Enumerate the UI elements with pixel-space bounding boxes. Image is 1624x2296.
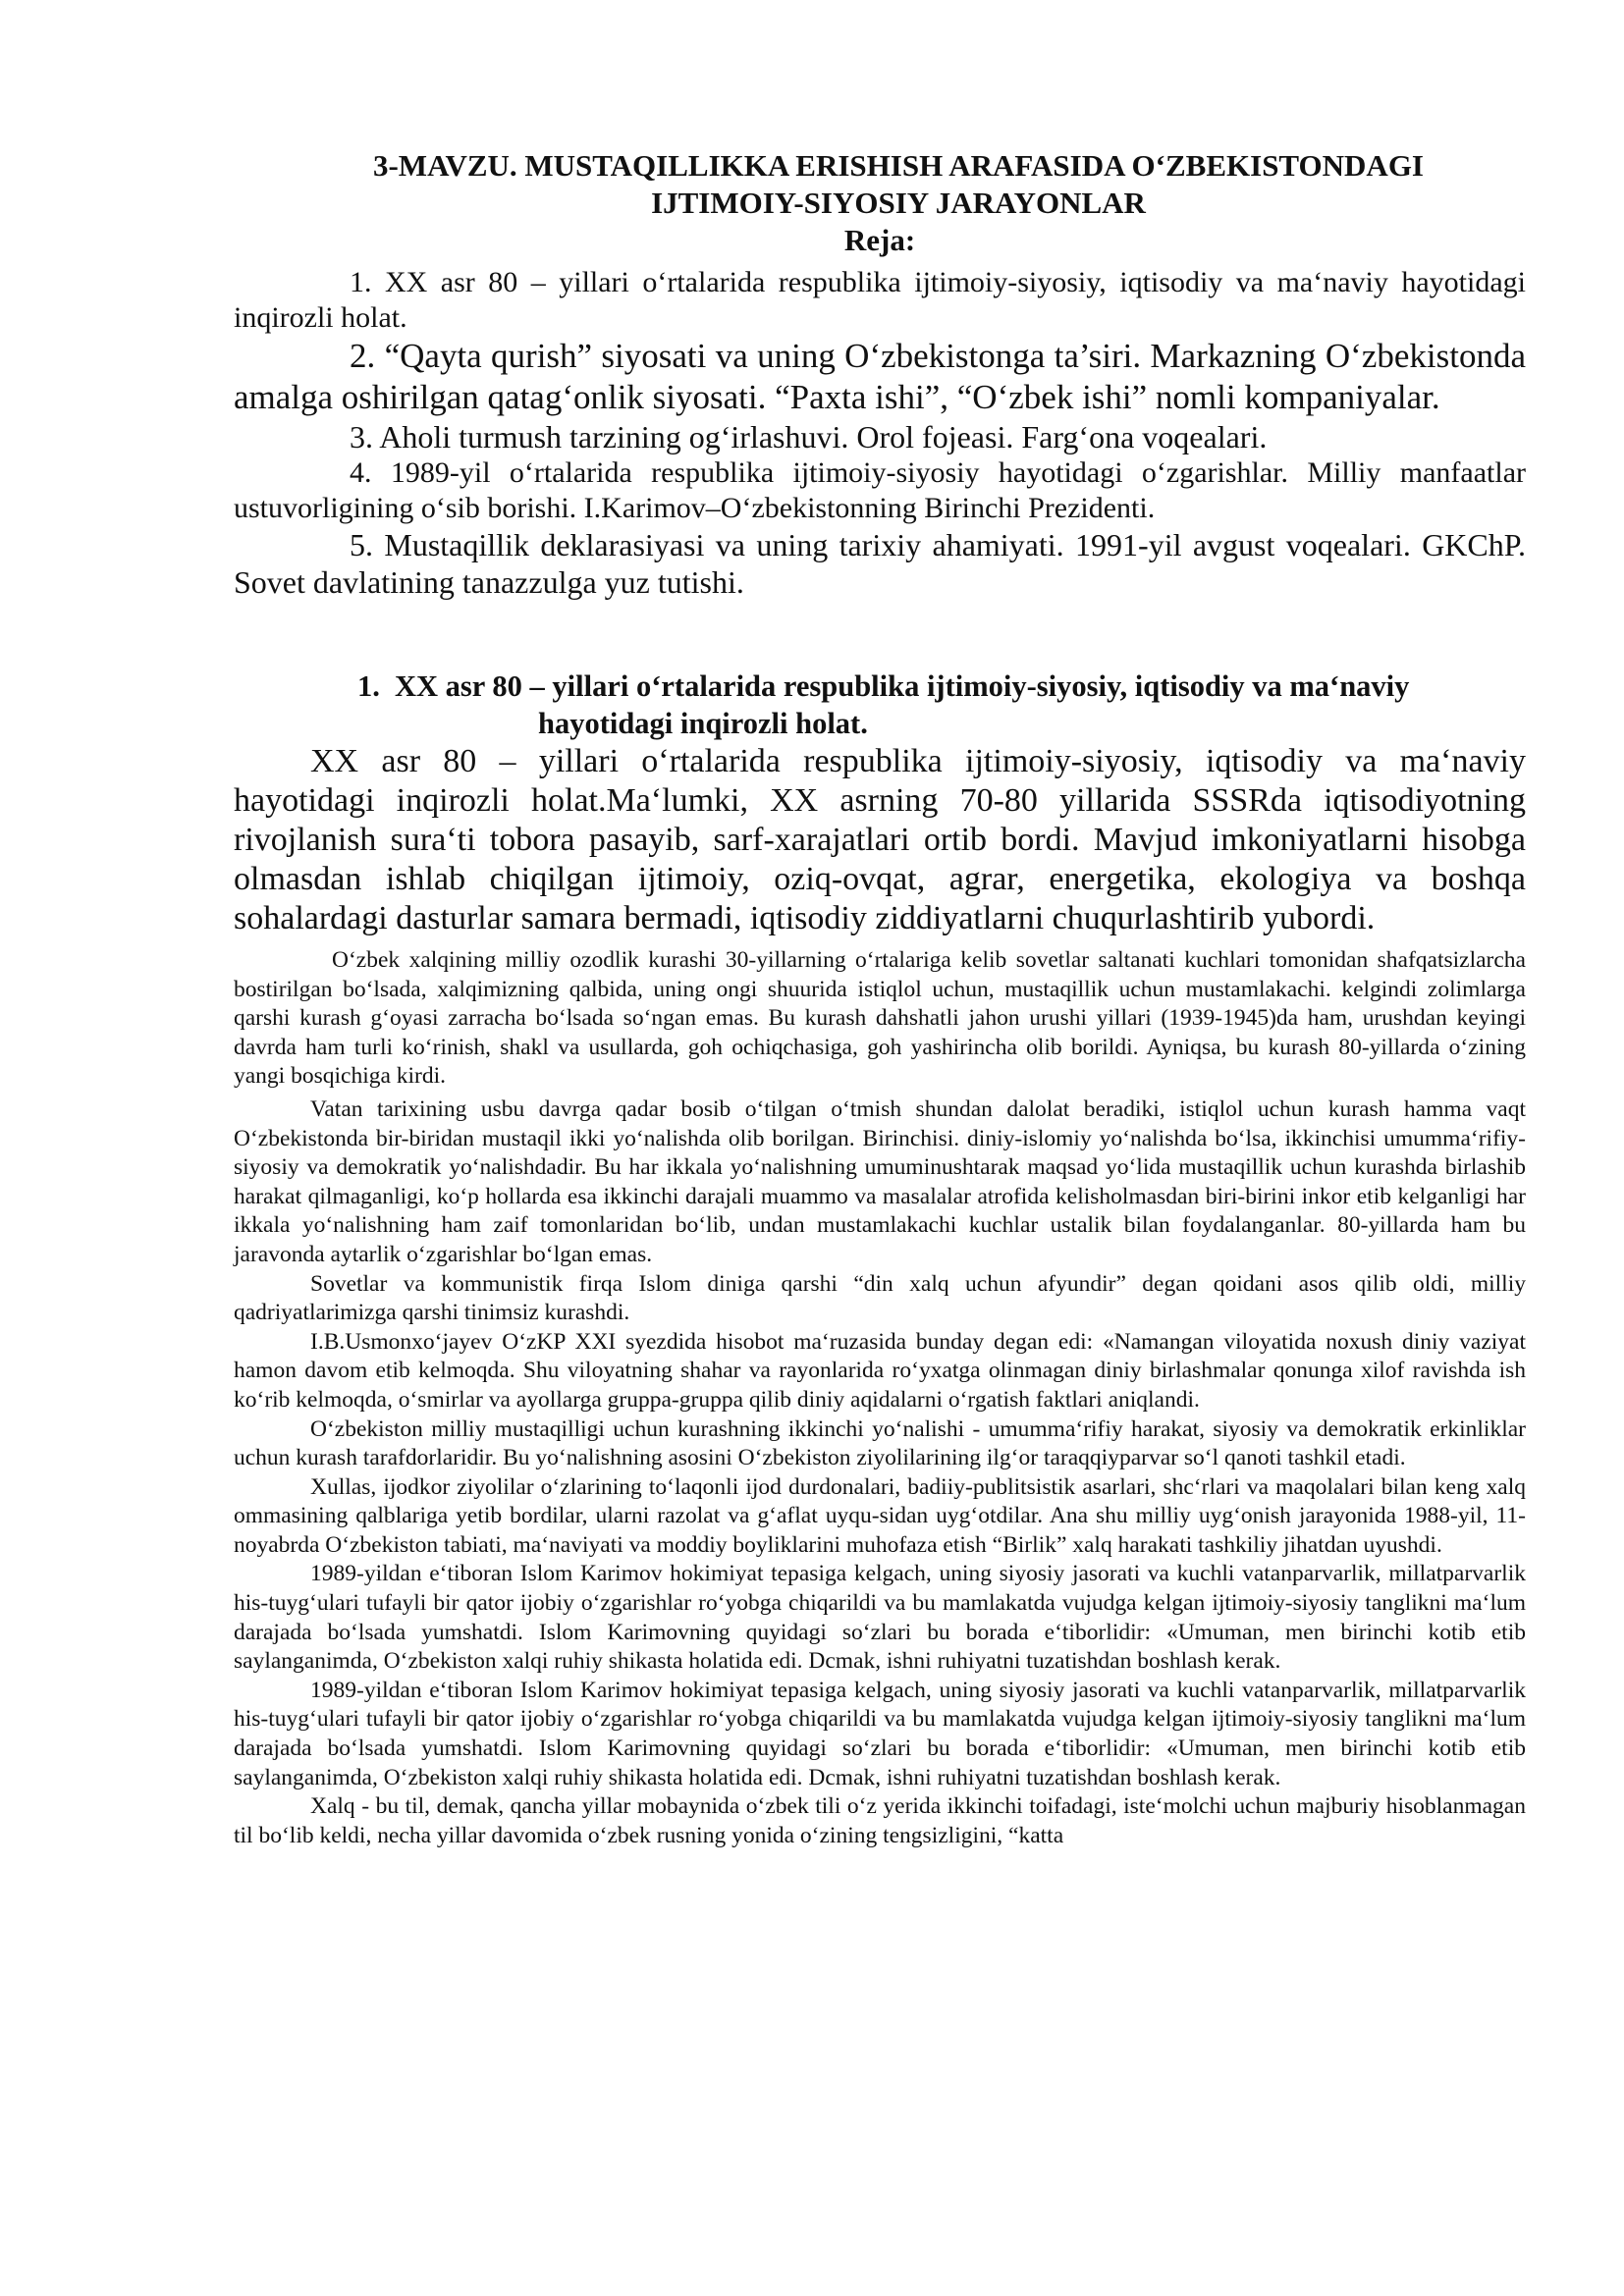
page-content (234, 147, 1526, 1850)
title-line-1: 3-MAVZU. MUSTAQILLIKKA ERISHISH ARAFASIDA O‘ZBEKISTONDAGI (372, 148, 1424, 183)
paragraph-9: Xalq - bu til, demak, qancha yillar mobaynida o‘zbek tili o‘z yerida ikkinchi toifadagi, iste‘molchi uchun majburiy hisoblanmagan til bo‘lib keldi, necha yillar davomida o‘zbek rusning yonida o‘zining tengsizligini, “katta (234, 1793, 1526, 1848)
paragraph-7: 1989-yildan e‘tiboran Islom Karimov hokimiyat tepasiga kelgach, uning siyosiy jasorati va kuchli vatanparvarlik, millatparvarlik his-tuyg‘ulari tufayli bir qator ijobiy o‘zgarishlar ro‘yobga chiqarildi va bu mamlakatda vujudga kelgan ijtimoiy-siyosiy tanglikni ma‘lum darajada bo‘lsada yumshatdi. Islom Karimovning quyidagi so‘zlari bu borada e‘tiborlidir: «Umuman, men birinchi kotib etib saylanganimda, O‘zbekiston xalqi ruhiy shikasta holatida edi. Dcmak, ishni ruhiyatni tuzatishdan boshlash kerak. (234, 1561, 1526, 1675)
paragraph-3: Sovetlar va kommunistik firqa Islom diniga qarshi “din xalq uchun afyundir” degan qoidani asos qilib oldi, milliy qadriyatlarimizga qarshi tinimsiz kurashdi. (234, 1270, 1526, 1326)
paragraph-2: Vatan tarixining usbu davrga qadar bosib o‘tilgan o‘tmish shundan dalolat beradiki, istiqlol uchun kurash hamma vaqt O‘zbekistonda bir-biridan mustaqil ikki yo‘nalishda olib borilgan. Birinchisi. diniy-islomiy yo‘nalishda bo‘lsa, ikkinchisi umumma‘rifiy-siyosiy va demokratik yo‘nalishdadir. Bu har ikkala yo‘nalishning umuminushtarak maqsad yo‘lida mustaqillik uchun kurashda birlashib harakat qilmaganligi, ko‘p hollarda esa ikkinchi darajali muammo va masalalar atrofida kelisholmasdan biri-birini inkor etib kelganligi har ikkala yo‘nalishning ham zaif tomonlaridan bo‘lib, undan mustamlakachi kuchlar ustalik bilan foydalanganlar. 80-yillarda ham bu jaravonda aytarlik o‘zgarishlar bo‘lgan emas. (234, 1095, 1526, 1267)
section-title-line-1: XX asr 80 – yillari o‘rtalarida respublika ijtimoiy-siyosiy, iqtisodiy va ma‘naviy (395, 669, 1410, 703)
plan-item-5: 5. Mustaqillik deklarasiyasi va uning tarixiy ahamiyati. 1991-yil avgust voqealari. GKChP. Sovet davlatining tanazzulga yuz tutishi. (234, 527, 1526, 600)
plan-item-4: 4. 1989-yil o‘rtalarida respublika ijtimoiy-siyosiy hayotidagi o‘zgarishlar. Milliy manfaatlar ustuvorligining o‘sib borishi. I.Karimov–O‘zbekistonning Birinchi Prezidenti. (234, 456, 1526, 524)
paragraph-5: O‘zbekiston milliy mustaqilligi uchun kurashning ikkinchi yo‘nalishi - umumma‘rifiy harakat, siyosiy va demokratik erkinliklar uchun kurash tarafdorlaridir. Bu yo‘nalishning asosini O‘zbekiston ziyolilarining ilg‘or taraqqiyparvar so‘l qanoti tashkil etadi. (234, 1415, 1526, 1471)
document-title (344, 147, 1453, 222)
plan-heading: Reja: (843, 223, 916, 257)
plan-item-1: 1. XX asr 80 – yillari o‘rtalarida respublika ijtimoiy-siyosiy, iqtisodiy va ma‘naviy hayotidagi inqirozli holat. (234, 266, 1526, 334)
section-heading (234, 667, 1526, 742)
paragraph-6: Xullas, ijodkor ziyolilar o‘zlarining to‘laqonli ijod durdonalari, badiiy-publitsistik asarlari, shc‘rlari va maqolalari bilan keng xalq ommasining qalblariga yetib bordilar, ularni razolat va g‘aflat uyqu-sidan uyg‘otdilar. Ana shu milliy uyg‘onish jarayonida 1988-yil, 11-noyabrda O‘zbekiston tabiati, ma‘naviyati va moddiy boyliklarini muhofaza etish “Birlik” xalq harakati tashkiliy jihatdan uyushdi. (234, 1473, 1526, 1558)
lead-paragraph: XX asr 80 – yillari o‘rtalarida respublika ijtimoiy-siyosiy, iqtisodiy va ma‘naviy hayotidagi inqirozli holat.Ma‘lumki, XX asrning 70-80 yillarida SSSRda iqtisodiyotning rivojlanish sura‘ti tobora pasayib, sarf-xarajatlari ortib bordi. Mavjud imkoniyatlarni hisobga olmasdan ishlab chiqilgan ijtimoiy, oziq-ovqat, agrar, energetika, ekologiya va boshqa sohalardagi dasturlar samara bermadi, iqtisodiy ziddiyatlarni chuqurlashtirib yubordi. (234, 743, 1526, 936)
plan-list (234, 265, 1526, 601)
section-title-line-2: hayotidagi inqirozli holat. (538, 707, 868, 740)
title-line-2: IJTIMOIY-SIYOSIY JARAYONLAR (651, 186, 1146, 220)
paragraph-1: O‘zbek xalqining milliy ozodlik kurashi 30-yillarning o‘rtalariga kelib sovetlar saltanati kuchlari tomonidan shafqatsizlarcha bostirilgan bo‘lsada, xalqimizning qalbida, uning ongi shuurida istiqlol uchun, mustaqillik uchun mustamlakachi. kelgindi zolimlarga qarshi kurash g‘oyasi zarracha bo‘lsada so‘ngan emas. Bu kurash dahshatli jahon urushi yillari (1939-1945)da ham, urushdan keyingi davrda ham turli ko‘rinish, shakl va usullarda, goh ochiqchasiga, goh yashirincha olib borildi. Ayniqsa, bu kurash 80-yillarda o‘zining yangi bosqichiga kirdi. (234, 947, 1526, 1090)
plan-item-2: 2. “Qayta qurish” siyosati va uning O‘zbekistonga ta’siri. Markazning O‘zbekistonda amalga oshirilgan qatag‘onlik siyosati. “Paxta ishi”, “O‘zbek ishi” nomli kompaniyalar. (234, 337, 1526, 416)
paragraph-4: I.B.Usmonxo‘jayev O‘zKP XXI syezdida hisobot ma‘ruzasida bunday degan edi: «Namangan viloyatida noxush diniy vaziyat hamon davom etib kelmoqda. Shu viloyatning shahar va rayonlarida ro‘yxatga olinmagan diniy birlashmalar qonunga xilof ravishda ish ko‘rib kelmoqda, o‘smirlar va ayollarga gruppa-gruppa qilib diniy aqidalarni o‘rgatish faktlari aniqlandi. (234, 1328, 1526, 1413)
section-number: 1. (357, 669, 380, 703)
body-text (234, 946, 1526, 1850)
plan-item-3: 3. Aholi turmush tarzining og‘irlashuvi. Orol fojeasi. Farg‘ona voqealari. (350, 419, 1268, 454)
paragraph-8: 1989-yildan e‘tiboran Islom Karimov hokimiyat tepasiga kelgach, uning siyosiy jasorati va kuchli vatanparvarlik, millatparvarlik his-tuyg‘ulari tufayli bir qator ijobiy o‘zgarishlar ro‘yobga chiqarildi va bu mamlakatda vujudga kelgan ijtimoiy-siyosiy tanglikni ma‘lum darajada bo‘lsada yumshatdi. Islom Karimovning quyidagi so‘zlari bu borada e‘tiborlidir: «Umuman, men birinchi kotib etib saylanganimda, O‘zbekiston xalqi ruhiy shikasta holatida edi. Dcmak, ishni ruhiyatni tuzatishdan boshlash kerak. (234, 1677, 1526, 1790)
